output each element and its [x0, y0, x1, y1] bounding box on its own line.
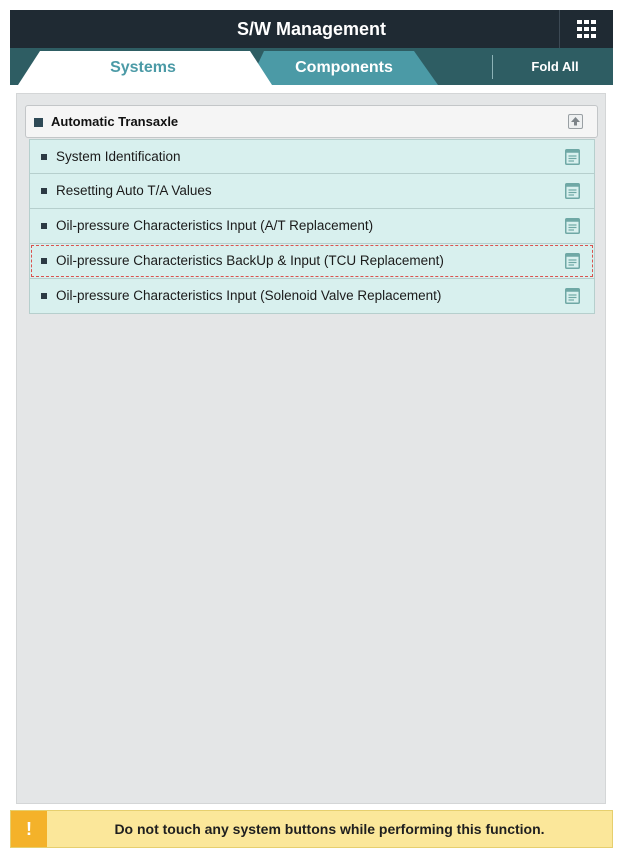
group-bullet-icon: [34, 118, 43, 127]
item-label: Oil-pressure Characteristics Input (Solenoid Valve Replacement): [56, 288, 442, 303]
document-icon[interactable]: [565, 183, 580, 199]
collapse-arrow-glyph: [569, 115, 582, 128]
item-bullet-icon: [41, 258, 47, 264]
item-label: Oil-pressure Characteristics Input (A/T Replacement): [56, 218, 374, 233]
list-item-resetting-auto-ta-values[interactable]: [29, 174, 595, 209]
list-item-system-identification[interactable]: [29, 139, 595, 174]
warning-icon: !: [11, 811, 47, 847]
tab-bar: [10, 48, 613, 85]
document-icon[interactable]: [565, 149, 580, 165]
fold-all-button[interactable]: Fold All: [531, 59, 579, 74]
group-title: Automatic Transaxle: [51, 114, 179, 129]
document-icon[interactable]: [565, 253, 580, 269]
list-item-oil-pressure-tcu-replacement[interactable]: [29, 244, 595, 279]
tab-components[interactable]: Components: [295, 59, 393, 76]
item-bullet-icon: [41, 223, 47, 229]
item-bullet-icon: [41, 188, 47, 194]
systems-panel: [16, 93, 606, 804]
document-icon[interactable]: [565, 288, 580, 304]
page-title: S/W Management: [236, 19, 387, 39]
item-label: System Identification: [56, 149, 181, 164]
item-bullet-icon: [41, 293, 47, 299]
grid-menu-icon: [577, 20, 597, 38]
item-label: Resetting Auto T/A Values: [56, 183, 212, 198]
document-icon[interactable]: [565, 218, 580, 234]
grid-menu-button[interactable]: [559, 10, 613, 48]
title-bar: [10, 10, 613, 48]
list-item-oil-pressure-at-replacement[interactable]: [29, 209, 595, 244]
warning-notice-bar: [10, 810, 613, 848]
list-item-oil-pressure-solenoid-valve-replacement[interactable]: [29, 279, 595, 314]
fold-divider: [492, 55, 493, 79]
warning-message: Do not touch any system buttons while performing this function.: [114, 821, 545, 837]
item-bullet-icon: [41, 154, 47, 160]
item-list: [29, 139, 595, 314]
collapse-up-icon[interactable]: [568, 114, 583, 129]
group-header-automatic-transaxle[interactable]: [25, 105, 598, 138]
tab-systems[interactable]: Systems: [110, 59, 176, 76]
item-label: Oil-pressure Characteristics BackUp & Input (TCU Replacement): [56, 253, 444, 268]
